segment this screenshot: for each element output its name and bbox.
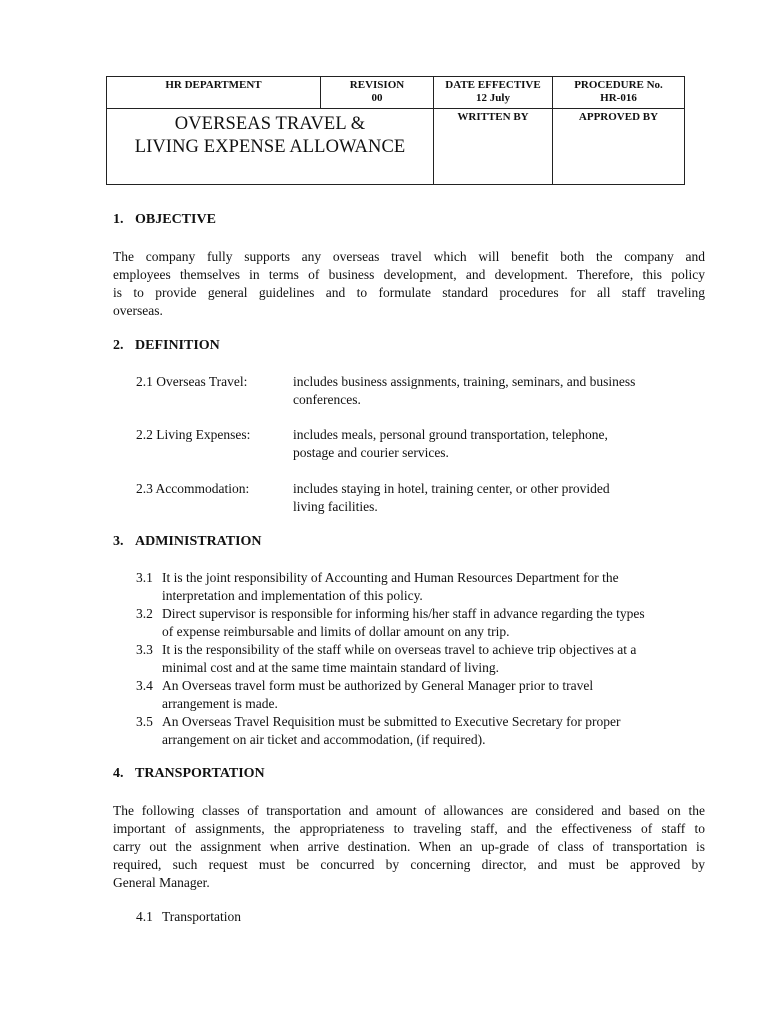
procedure-label: PROCEDURE No. [574, 79, 663, 91]
section-heading-definition: 2. DEFINITION [113, 338, 220, 353]
definition-text: includes staying in hotel, training center, or other provided living facilities. [293, 481, 610, 514]
paragraph-line: required, such request must be concurred by concerning director, and must be approved by [113, 857, 705, 872]
paragraph-line: General Manager. [113, 875, 210, 890]
definition-term: 2.1 Overseas Travel: [136, 374, 248, 389]
paragraph-line: important of assignments, the appropriateness to traveling staff, and the effectiveness of staff to [113, 821, 705, 836]
paragraph-line: is to provide general guidelines and to formulate standard procedures for all staff traveling [113, 285, 705, 300]
transportation-paragraph [113, 802, 705, 892]
title-line-1: OVERSEAS TRAVEL & [174, 114, 366, 134]
item-text: An Overseas travel form must be authorized by General Manager prior to travel arrangement is made. [162, 678, 594, 711]
title-line-2: LIVING EXPENSE ALLOWANCE [134, 137, 406, 157]
paragraph-line: The following classes of transportation and amount of allowances are considered and based on the [113, 803, 705, 818]
definition-text: includes business assignments, training, seminars, and business conferences. [293, 374, 636, 407]
paragraph-line: carry out the assignment when arrive destination. When an up-grade of class of transportation is [113, 839, 705, 854]
paragraph-line: employees themselves in terms of business development, and development. Therefore, this policy [113, 267, 705, 282]
document-title [107, 109, 434, 185]
item-number: 3.5 [136, 714, 153, 729]
procedure-value: HR-016 [600, 92, 637, 104]
objective-paragraph [113, 248, 705, 320]
item-text: It is the responsibility of the staff while on overseas travel to achieve trip objectives at a minimal cost and at the same time maintain standard of living. [162, 642, 637, 675]
definition-term: 2.2 Living Expenses: [136, 427, 251, 442]
revision-value: 00 [371, 92, 383, 104]
item-number: 3.4 [136, 678, 153, 693]
item-number: 3.3 [136, 642, 153, 657]
approved-by-cell [553, 109, 685, 185]
paragraph-line: overseas. [113, 303, 163, 318]
paragraph-line: The company fully supports any overseas travel which will benefit both the company and [113, 249, 705, 264]
definition-term: 2.3 Accommodation: [136, 481, 250, 496]
revision-cell [321, 77, 434, 109]
date-effective-label: DATE EFFECTIVE [445, 79, 541, 91]
department-cell [107, 77, 321, 109]
definition-text: includes meals, personal ground transportation, telephone, postage and courier services. [293, 427, 608, 460]
subsection-label: Transportation [162, 909, 242, 924]
procedure-cell [553, 77, 685, 109]
written-by-label: WRITTEN BY [457, 111, 529, 123]
header-table [106, 76, 685, 185]
revision-label: REVISION [349, 79, 405, 91]
item-number: 3.1 [136, 570, 153, 585]
item-text: It is the joint responsibility of Accounting and Human Resources Department for the interpretation and implementation of this policy. [162, 570, 619, 603]
item-number: 3.2 [136, 606, 153, 621]
section-heading-transportation: 4. TRANSPORTATION [113, 766, 265, 781]
item-text: An Overseas Travel Requisition must be submitted to Executive Secretary for proper arrangement on air ticket and accommodation, (if required). [162, 714, 621, 747]
date-effective-value: 12 July [476, 92, 510, 104]
written-by-cell [434, 109, 553, 185]
item-text: Direct supervisor is responsible for informing his/her staff in advance regarding the types of expense reimbursable and limits of dollar amount on any trip. [162, 606, 645, 639]
subsection-number: 4.1 [136, 909, 153, 924]
section-heading-objective: 1. OBJECTIVE [113, 212, 216, 227]
department-label: HR DEPARTMENT [165, 79, 262, 91]
approved-by-label: APPROVED BY [578, 111, 659, 123]
section-heading-administration: 3. ADMINISTRATION [113, 534, 262, 549]
date-effective-cell [434, 77, 553, 109]
